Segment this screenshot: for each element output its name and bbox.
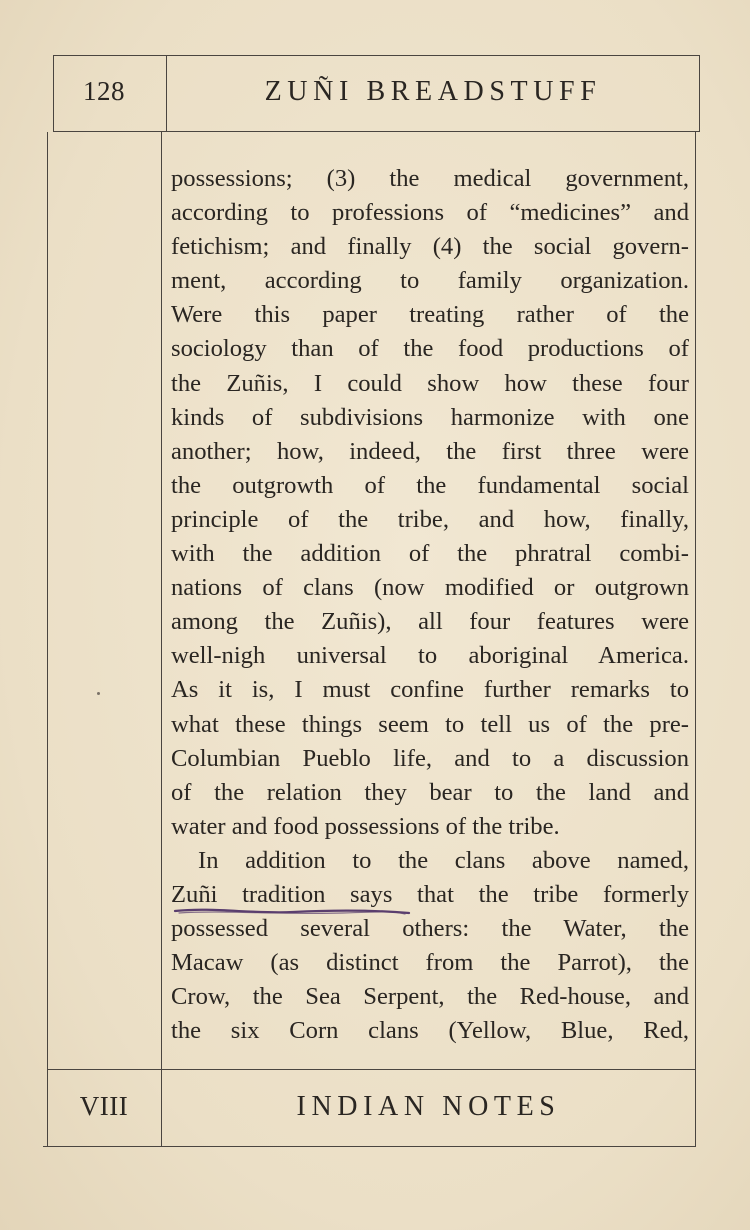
text-line: according to professions of “medicines” and [171,199,689,227]
text-line: the Zuñis, I could show how these four [171,369,689,397]
column-divider [161,132,162,1147]
text-line: As it is, I must confine further remarks to [171,676,689,704]
text-line: Columbian Pueblo life, and to a discussion [171,744,689,772]
text-line: well-nigh universal to aboriginal America. [171,642,689,670]
text-line: with the addition of the phratral combi- [171,540,689,568]
text-line: the six Corn clans (Yellow, Blue, Red, [171,1017,689,1045]
text-line: principle of the tribe, and how, finally, [171,505,689,533]
footer-top-rule [47,1069,696,1070]
text-line: sociology than of the food productions of [171,335,689,363]
left-outer-rule [47,132,48,1147]
margin-speck [97,692,100,695]
text-line: what these things seem to tell us of the pre- [171,710,689,738]
text-line: In addition to the clans above named, [198,846,689,874]
handwritten-underline [173,905,413,919]
page-number: 128 [83,76,125,106]
text-line: Crow, the Sea Serpent, the Red-house, and [171,983,689,1011]
text-line: fetichism; and finally (4) the social govern- [171,233,689,261]
text-line: nations of clans (now modified or outgrown [171,574,689,602]
text-line: the outgrowth of the fundamental social [171,471,689,499]
footer-section-number: VIII [79,1091,129,1121]
text-line: Macaw (as distinct from the Parrot), the [171,949,689,977]
right-outer-rule [695,132,696,1147]
text-line: water and food possessions of the tribe. [171,812,560,840]
text-line: among the Zuñis), all four features were [171,608,689,636]
text-line: ment, according to family organization. [171,267,689,295]
text-line: Were this paper treating rather of the [171,301,689,329]
footer-bottom-rule [43,1146,696,1147]
text-line: possessions; (3) the medical government, [171,165,689,192]
running-head: ZUÑI BREADSTUFF [264,76,602,107]
text-line: kinds of subdivisions harmonize with one [171,403,689,431]
text-line: Zuñi tradition says that the tribe formerly [171,880,689,908]
text-line: another; how, indeed, the first three were [171,437,689,465]
text-line: of the relation they bear to the land and [171,778,689,806]
footer-series-title: INDIAN NOTES [296,1091,561,1122]
text-line: possessed several others: the Water, the [171,915,689,943]
